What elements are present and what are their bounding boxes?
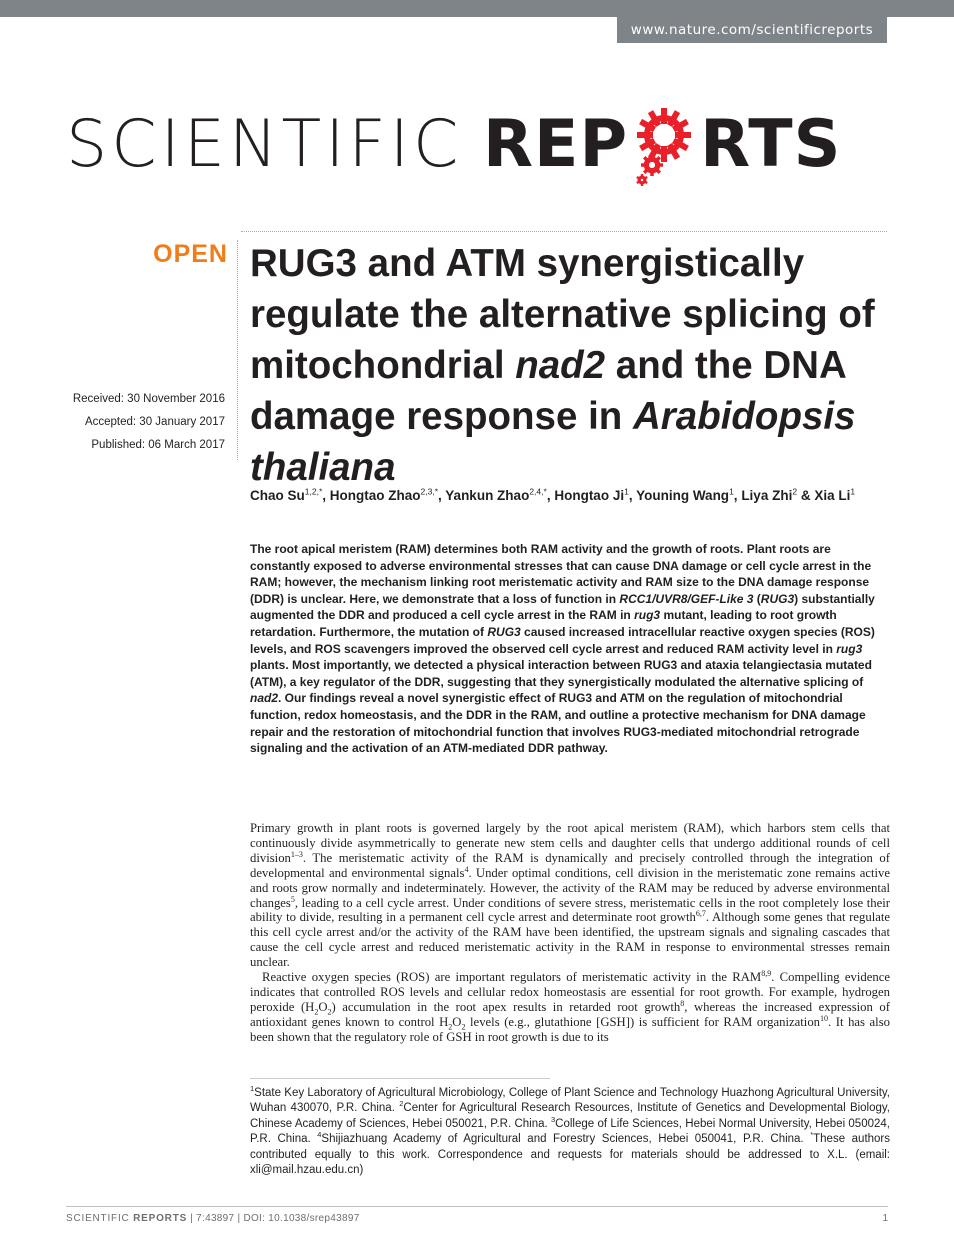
author-name: Chao Su bbox=[250, 488, 305, 503]
author-affiliation: 1 bbox=[729, 486, 734, 497]
subscript: 2 bbox=[461, 1022, 466, 1032]
superscript: 4 bbox=[317, 1130, 322, 1140]
header-divider bbox=[241, 231, 887, 232]
footer-rule bbox=[66, 1206, 888, 1207]
italic-text: RUG3 bbox=[487, 624, 521, 639]
text-run: The root apical meristem (RAM) determines both RAM activity and the growth of roots. Plant roots are constantly exposed to adverse environmental stresses that can cause DNA damage or cell cycle arrest in the RAM; however, the mechanism linking root meristematic activity and RAM size to the DNA damage response (DDR) is unclear. Here, we demonstrate that a loss of function in bbox=[250, 542, 872, 606]
text-run: ) accumulation in the root apex results in retarded root growth bbox=[331, 999, 681, 1014]
superscript: * bbox=[810, 1130, 814, 1140]
author-affiliation: 2,4,* bbox=[529, 486, 547, 497]
footer-journal-light: SCIENTIFIC bbox=[66, 1213, 134, 1224]
title-part-2: and the DNA damage response in bbox=[250, 344, 846, 438]
top-bar bbox=[0, 0, 954, 17]
italic-text: rug3 bbox=[634, 608, 661, 623]
superscript: 8 bbox=[680, 998, 685, 1008]
small-gear-icon bbox=[636, 174, 648, 186]
journal-masthead bbox=[66, 100, 841, 190]
superscript: 2 bbox=[399, 1099, 404, 1109]
article-dates bbox=[40, 388, 225, 457]
abstract bbox=[250, 541, 890, 757]
author-separator: , bbox=[438, 488, 446, 503]
footer-journal-bold: REPORTS bbox=[133, 1213, 188, 1224]
text-run: These authors contributed equally to this work. Correspondence and requests for materials should be addressed to X.L. (email: xli@mail.hzau.edu.cn) bbox=[250, 1133, 891, 1177]
superscript: 1 bbox=[250, 1084, 255, 1094]
author-affiliation: 1 bbox=[850, 486, 856, 497]
text-run: . It has also been shown that the regulatory role of GSH in root growth is due to its bbox=[250, 1014, 890, 1044]
author-name: Liya Zhi bbox=[741, 488, 793, 503]
superscript: 8,9 bbox=[761, 968, 772, 978]
affiliation-divider bbox=[250, 1078, 550, 1079]
text-run: . Under optimal conditions, cell division in the meristematic zone remains active and roots grow normally and indeterminately. However, the activity of the RAM may be reduced by adverse environmental changes bbox=[250, 865, 890, 910]
title-gene: nad2 bbox=[515, 344, 606, 387]
italic-text: rug3 bbox=[836, 641, 863, 656]
text-run: , leading to a cell cycle arrest. Under conditions of severe stress, meristematic cells in the root completely lose their ability to divide, resulting in a permanent cell cycle arrest and determinate root growth bbox=[250, 895, 890, 925]
superscript: 1–3 bbox=[290, 849, 303, 859]
text-run: Center for Agricultural Research Resources, Institute of Genetics and Developmental Biology, Chinese Academy of Sciences, Hebei 050021, P.R. China. bbox=[250, 1102, 890, 1130]
text-run: O bbox=[452, 1014, 462, 1029]
author-affiliation: 2,3,* bbox=[420, 486, 439, 497]
author-separator: & bbox=[797, 488, 815, 503]
footer-citation bbox=[66, 1213, 360, 1224]
received-date: Received: 30 November 2016 bbox=[72, 393, 225, 405]
text-run: , whereas the increased expression of antioxidant genes known to control H bbox=[250, 999, 890, 1029]
open-access-label: OPEN bbox=[153, 240, 228, 268]
text-run: plants. Most importantly, we detected a physical interaction between RUG3 and ataxia telangiectasia mutated (ATM), a key regulator of the DDR, suggesting that they synergistically modulated the alternative splicing of bbox=[250, 658, 872, 689]
accepted-date: Accepted: 30 January 2017 bbox=[84, 416, 225, 428]
text-run: . Although some genes that regulate this cell cycle arrest and/or the activity of the RAM have been identified, the upstream signals and signaling cascades that cause the cell cycle arrest and reduced meristematic activity in the RAM in response to environmental stresses remain unclear. bbox=[250, 910, 891, 970]
masthead-scientific: SCIENTIFIC bbox=[66, 107, 463, 182]
text-run: ) substantially augmented the DDR and produced a cell cycle arrest in the RAM in bbox=[250, 591, 875, 623]
superscript: 4 bbox=[464, 864, 469, 874]
subscript: 2 bbox=[314, 1007, 319, 1017]
text-run: caused increased intracellular reactive oxygen species (ROS) levels, and ROS scavengers improved the observed cell cycle arrest and reduced RAM activity level in bbox=[250, 624, 875, 656]
text-run: College of Life Sciences, Hebei Normal University, Hebei 050024, P.R. China. bbox=[250, 1117, 890, 1146]
body-text bbox=[250, 821, 890, 1045]
subscript: 2 bbox=[448, 1022, 453, 1032]
text-run: mutant, leading to root growth retardation. Furthermore, the mutation of bbox=[250, 608, 837, 639]
title-part-1: RUG3 and ATM synergistically regulate the alternative splicing of mitochondrial bbox=[250, 242, 875, 387]
body-paragraph-1 bbox=[250, 821, 890, 970]
author-affiliation: 1 bbox=[624, 486, 629, 497]
text-run: Reactive oxygen species (ROS) are important regulators of meristematic activity in the RAM bbox=[262, 970, 762, 985]
large-gear-icon bbox=[637, 108, 691, 162]
journal-url[interactable]: www.nature.com/scientificreports bbox=[617, 17, 887, 43]
superscript: 6,7 bbox=[695, 909, 706, 919]
author-separator: , bbox=[546, 488, 555, 503]
text-run: O bbox=[318, 999, 328, 1014]
masthead-rep: REP bbox=[483, 107, 629, 182]
author-affiliation: 1,2,* bbox=[304, 486, 323, 497]
published-date: Published: 06 March 2017 bbox=[91, 439, 225, 451]
text-run: . Compelling evidence indicates that controlled ROS levels and cellular redox homeostasis are essential for root growth. For example, hydrogen peroxide (H bbox=[250, 970, 890, 1014]
author-name: Hongtao Zhao bbox=[329, 488, 421, 503]
text-run: . The meristematic activity of the RAM is dynamically and precisely controlled through the integration of developmental and environmental signals bbox=[250, 850, 890, 880]
text-run: . Our findings reveal a novel synergistic effect of RUG3 and ATM on the regulation of mitochondrial function, redox homeostasis, and the DDR in the RAM, and outline a protective mechanism for DNA damage repair and the restoration of mitochondrial function that involves RUG3-mediated mitochondrial retrograde signaling and the activation of an ATM-mediated DDR pathway. bbox=[250, 691, 866, 756]
author-name: Yankun Zhao bbox=[445, 488, 530, 503]
italic-text: RCC1/UVR8/GEF-Like 3 bbox=[619, 591, 754, 606]
italic-text: nad2 bbox=[250, 691, 279, 706]
medium-gear-icon bbox=[641, 154, 663, 176]
text-run: levels (e.g., glutathione [GSH]) is sufficient for RAM organization bbox=[465, 1014, 821, 1029]
author-affiliation: 2 bbox=[792, 486, 798, 497]
author-name: Xia Li bbox=[814, 488, 851, 503]
author-list bbox=[250, 486, 900, 506]
page-number: 1 bbox=[882, 1213, 888, 1224]
superscript: 3 bbox=[550, 1114, 556, 1124]
author-separator: , bbox=[628, 488, 637, 503]
subscript: 2 bbox=[327, 1007, 332, 1017]
text-run: Shijiazhuang Academy of Agricultural and Forestry Sciences, Hebei 050041, P.R. China. bbox=[321, 1133, 811, 1146]
footer-doi: | 7:43897 | DOI: 10.1038/srep43897 bbox=[187, 1213, 360, 1224]
title-divider bbox=[237, 240, 238, 460]
affiliations bbox=[250, 1086, 890, 1178]
text-run: ( bbox=[753, 591, 761, 606]
article-title bbox=[250, 238, 900, 493]
text-run: State Key Laboratory of Agricultural Microbiology, College of Plant Science and Technology Huazhong Agricultural University, Wuhan 430070, P.R. China. bbox=[250, 1087, 890, 1115]
superscript: 10 bbox=[820, 1013, 829, 1023]
gear-logo-icon bbox=[629, 105, 699, 187]
author-separator: , bbox=[733, 488, 742, 503]
author-name: Youning Wang bbox=[636, 488, 730, 503]
italic-text: RUG3 bbox=[760, 591, 795, 606]
masthead-rts: RTS bbox=[700, 107, 842, 182]
author-name: Hongtao Ji bbox=[554, 488, 625, 503]
text-run: Primary growth in plant roots is governed largely by the root apical meristem (RAM), which harbors stem cells that continuously divide asymmetrically to generate new stem cells and daughter cells that undergo additional rounds of cell division bbox=[250, 821, 890, 865]
title-species: Arabidopsis thaliana bbox=[250, 395, 856, 489]
superscript: 5 bbox=[290, 894, 295, 904]
body-paragraph-2 bbox=[250, 970, 890, 1045]
author-separator: , bbox=[322, 488, 330, 503]
